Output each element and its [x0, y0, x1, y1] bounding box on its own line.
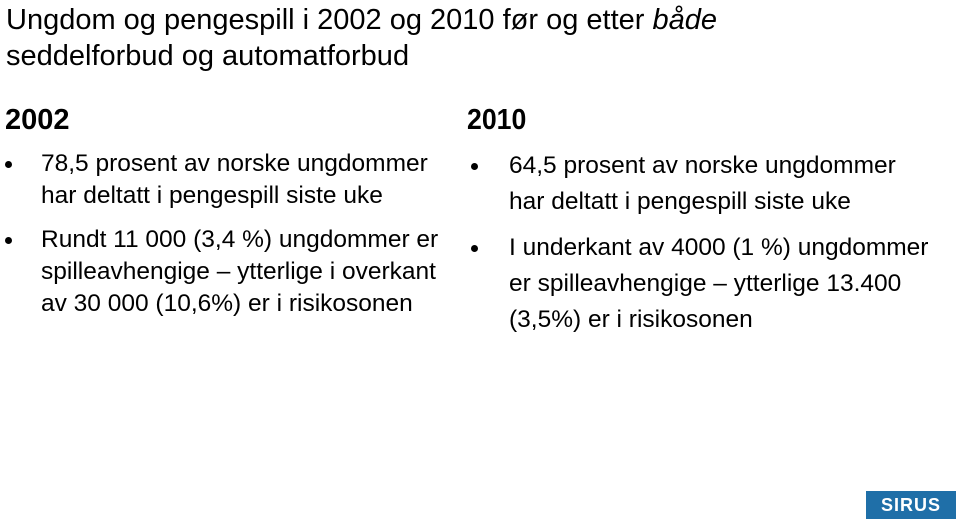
column-2010 — [467, 102, 937, 348]
title-text: Ungdom og pengespill i 2002 og 2010 før og etter — [6, 4, 653, 36]
bullet-text: Rundt 11 000 (3,4 %) ungdommer er spilleavhengige – ytterlige i overkant av 30 000 (10,6%) er i risikosonen — [41, 226, 439, 317]
bullet-list-2010 — [467, 148, 937, 338]
bullet-item — [467, 148, 937, 220]
bullet-item — [5, 224, 445, 320]
year-heading-2002: 2002 — [5, 104, 70, 136]
bullet-text: 78,5 prosent av norske ungdommer har deltatt i pengespill siste uke — [41, 150, 428, 209]
bullet-text: I underkant av 4000 (1 %) ungdommer er spilleavhengige – ytterlige 13.400 (3,5%) er i risikosonen — [509, 234, 929, 333]
bullet-dot-icon — [5, 237, 12, 244]
slide-title — [6, 2, 946, 74]
column-2002 — [5, 102, 445, 332]
bullet-dot-icon — [471, 245, 478, 252]
bullet-list-2002 — [5, 148, 445, 320]
bullet-text: 64,5 prosent av norske ungdommer har deltatt i pengespill siste uke — [509, 152, 896, 215]
bullet-dot-icon — [471, 163, 478, 170]
sirus-logo: SIRUS — [866, 491, 956, 519]
title-line-2: seddelforbud og automatforbud — [6, 40, 410, 72]
year-heading-2010: 2010 — [467, 104, 527, 136]
bullet-dot-icon — [5, 161, 12, 168]
title-emphasis: både — [652, 4, 717, 36]
bullet-item — [467, 230, 937, 338]
bullet-item — [5, 148, 445, 212]
